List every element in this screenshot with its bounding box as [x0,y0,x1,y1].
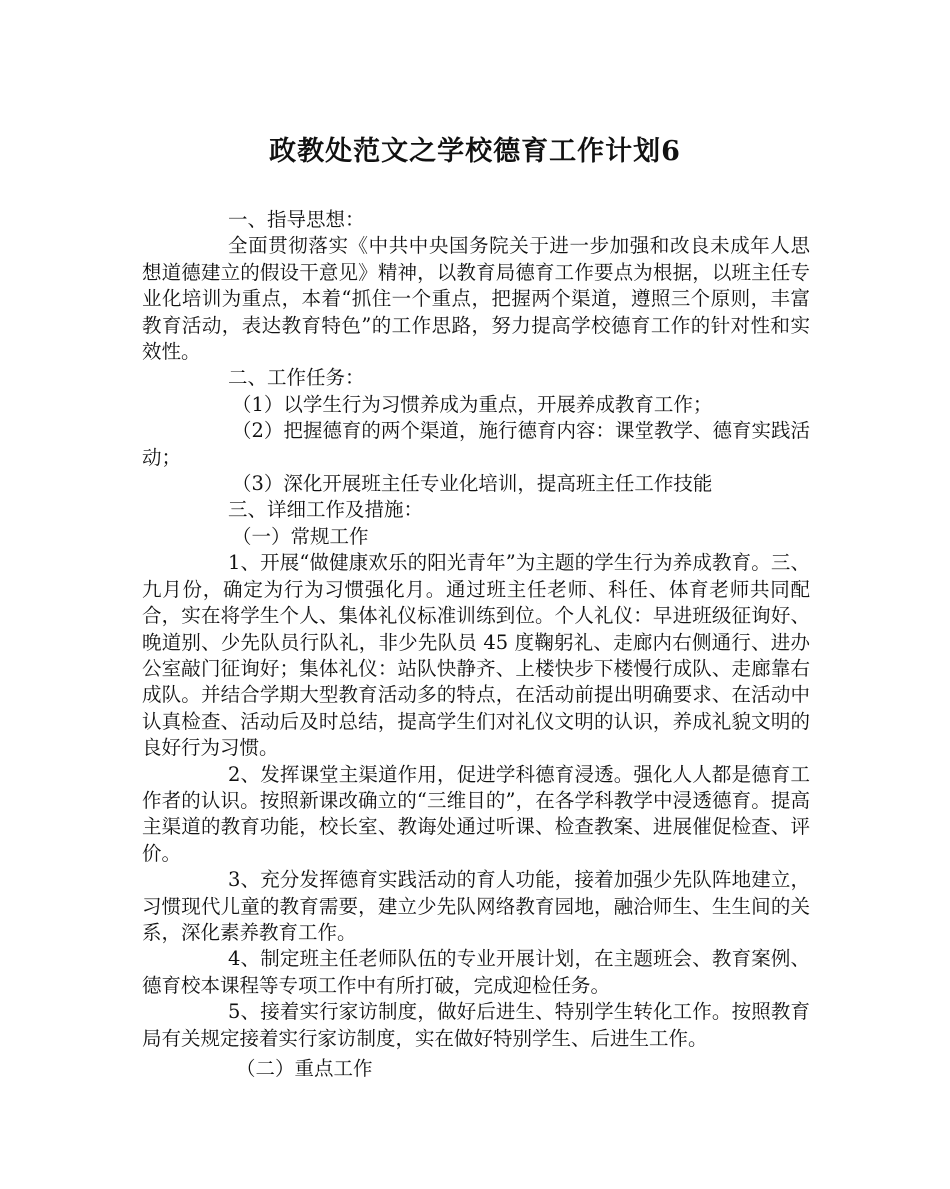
subsection-heading-key-work: （二）重点工作 [236,1057,373,1080]
document-title: 政教处范文之学校德育工作计划6 [269,136,681,167]
subsection-heading-routine-work: （一）常规工作 [232,524,369,548]
measure-paragraph-3: 3、充分发挥德育实践活动的育人功能，接着加强少先队阵地建立，习惯现代儿童的教育需要，建立少先队网络教育园地，融洽师生、生生间的关系，深化素养教育工作。 [142,868,810,944]
section-heading-work-tasks: 二、工作任务： [228,366,365,390]
measure-paragraph-1: 1、开展“做健康欢乐的阳光青年”为主题的学生行为养成教育。三、九月份，确定为行为习惯强化月。通过班主任老师、科任、体育老师共同配合，实在将学生个人、集体礼仪标准训练到位。个人礼仪：早进班级征询好、晚道别、少先队员行队礼，非少先队员 45 度鞠躬礼、走廊内右侧通行、进办公室敲门征询好；集体礼仪：站队快静齐、上楼快步下楼慢行成队、走廊靠右成队。并结合学期大型教育活动多的特点，在活动前提出明确要求、在活动中认真检查、活动后及时总结，提高学生们对礼仪文明的认识，养成礼貌文明的良好行为习惯。 [142,551,810,760]
task-item-2: （2）把握德育的两个渠道，施行德育内容：课堂教学、德育实践活动； [142,419,810,469]
section-heading-guiding-thought: 一、指导思想： [228,208,365,231]
task-item-1: （1）以学生行为习惯养成为重点，开展养成教育工作； [232,392,713,416]
document-body [142,207,810,1082]
paragraph-guiding-thought: 全面贯彻落实《中共中央国务院关于进一步加强和改良未成年人思想道德建立的假设干意见》精神，以教育局德育工作要点为根据，以班主任专业化培训为重点，本着“抓住一个重点，把握两个渠道，遵照三个原则，丰富教育活动，表达教育特色”的工作思路，努力提高学校德育工作的针对性和实效性。 [142,234,810,364]
section-heading-measures: 三、详细工作及措施： [228,498,424,522]
task-item-3: （3）深化开展班主任专业化培训，提高班主任工作技能 [232,472,713,496]
measure-paragraph-4: 4、制定班主任老师队伍的专业开展计划，在主题班会、教育案例、德育校本课程等专项工作中有所打破，完成迎检任务。 [142,947,810,997]
measure-paragraph-5: 5、接着实行家访制度，做好后进生、特别学生转化工作。按照教育局有关规定接着实行家访制度，实在做好特别学生、后进生工作。 [142,1000,810,1050]
measure-paragraph-2: 2、发挥课堂主渠道作用，促进学科德育浸透。强化人人都是德育工作者的认识。按照新课改确立的“三维目的”，在各学科教学中浸透德育。提高主渠道的教育功能，校长室、教诲处通过听课、检查教案、进展催促检查、评价。 [142,762,810,865]
